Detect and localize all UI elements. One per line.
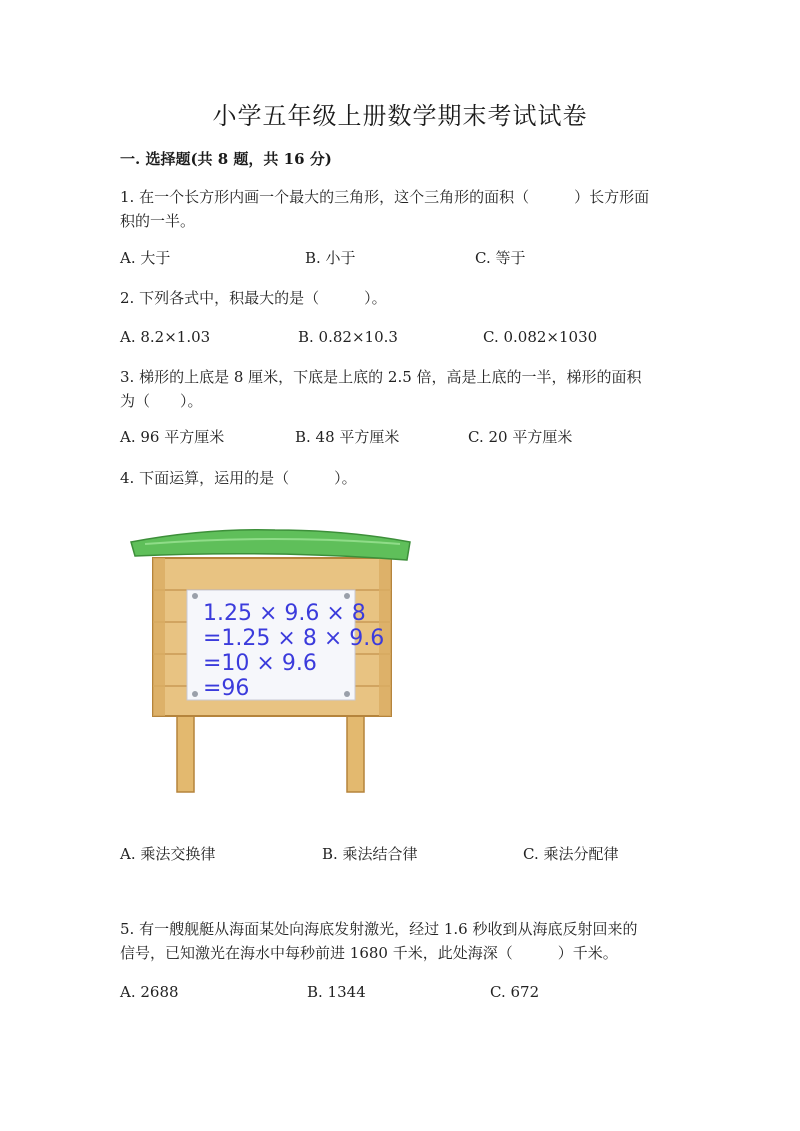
question-3-option-a[interactable]: A. 96 平方厘米: [120, 428, 225, 446]
wooden-sign-figure: [125, 520, 420, 795]
question-3: [120, 365, 680, 413]
question-3-line-1: 3. 梯形的上底是 8 厘米，下底是上底的 2.5 倍，高是上底的一半，梯形的面积: [120, 368, 642, 386]
question-4-option-a[interactable]: A. 乘法交换律: [120, 845, 216, 863]
sign-line-3: =10 × 9.6: [203, 651, 317, 676]
question-5-line-2: 信号，已知激光在海水中每秒前进 1680 千米，此处海深（ ）千米。: [120, 944, 618, 962]
question-3-option-c[interactable]: C. 20 平方厘米: [468, 428, 573, 446]
sign-pin-icon: [192, 691, 198, 697]
question-1: [120, 185, 680, 233]
question-3-option-b[interactable]: B. 48 平方厘米: [295, 428, 400, 446]
sign-line-2: =1.25 × 8 × 9.6: [203, 626, 385, 651]
question-1-option-b[interactable]: B. 小于: [305, 249, 356, 267]
question-5-line-1: 5. 有一艘舰艇从海面某处向海底发射激光，经过 1.6 秒收到从海底反射回来的: [120, 920, 638, 938]
question-4-line-1: 4. 下面运算，运用的是（ ）。: [120, 469, 357, 487]
question-2-line-1: 2. 下列各式中，积最大的是（ ）。: [120, 289, 387, 307]
sign-pin-icon: [344, 691, 350, 697]
question-4-option-b[interactable]: B. 乘法结合律: [322, 845, 418, 863]
question-4-option-c[interactable]: C. 乘法分配律: [523, 845, 619, 863]
section-heading: 一. 选择题(共 8 题，共 16 分): [120, 150, 332, 168]
page-title: 小学五年级上册数学期末考试试卷: [212, 102, 588, 130]
question-3-line-2: 为（ ）。: [120, 392, 203, 410]
question-5-option-c[interactable]: C. 672: [490, 983, 540, 1001]
question-2-option-b[interactable]: B. 0.82×10.3: [298, 328, 398, 346]
sign-line-4: =96: [203, 676, 250, 701]
question-1-line-1: 1. 在一个长方形内画一个最大的三角形，这个三角形的面积（ ）长方形面: [120, 188, 650, 206]
question-5: [120, 917, 680, 965]
question-5-option-b[interactable]: B. 1344: [307, 983, 366, 1001]
question-5-option-a[interactable]: A. 2688: [120, 983, 179, 1001]
question-1-option-a[interactable]: A. 大于: [120, 249, 171, 267]
question-2-option-a[interactable]: A. 8.2×1.03: [120, 328, 211, 346]
question-2-option-c[interactable]: C. 0.082×1030: [483, 328, 598, 346]
question-4: [120, 466, 680, 490]
sign-roof: [131, 530, 410, 560]
sign-pin-icon: [344, 593, 350, 599]
sign-line-1: 1.25 × 9.6 × 8: [203, 601, 366, 626]
sign-pin-icon: [192, 593, 198, 599]
question-2: [120, 286, 680, 310]
question-1-option-c[interactable]: C. 等于: [475, 249, 526, 267]
question-1-line-2: 积的一半。: [120, 212, 196, 230]
